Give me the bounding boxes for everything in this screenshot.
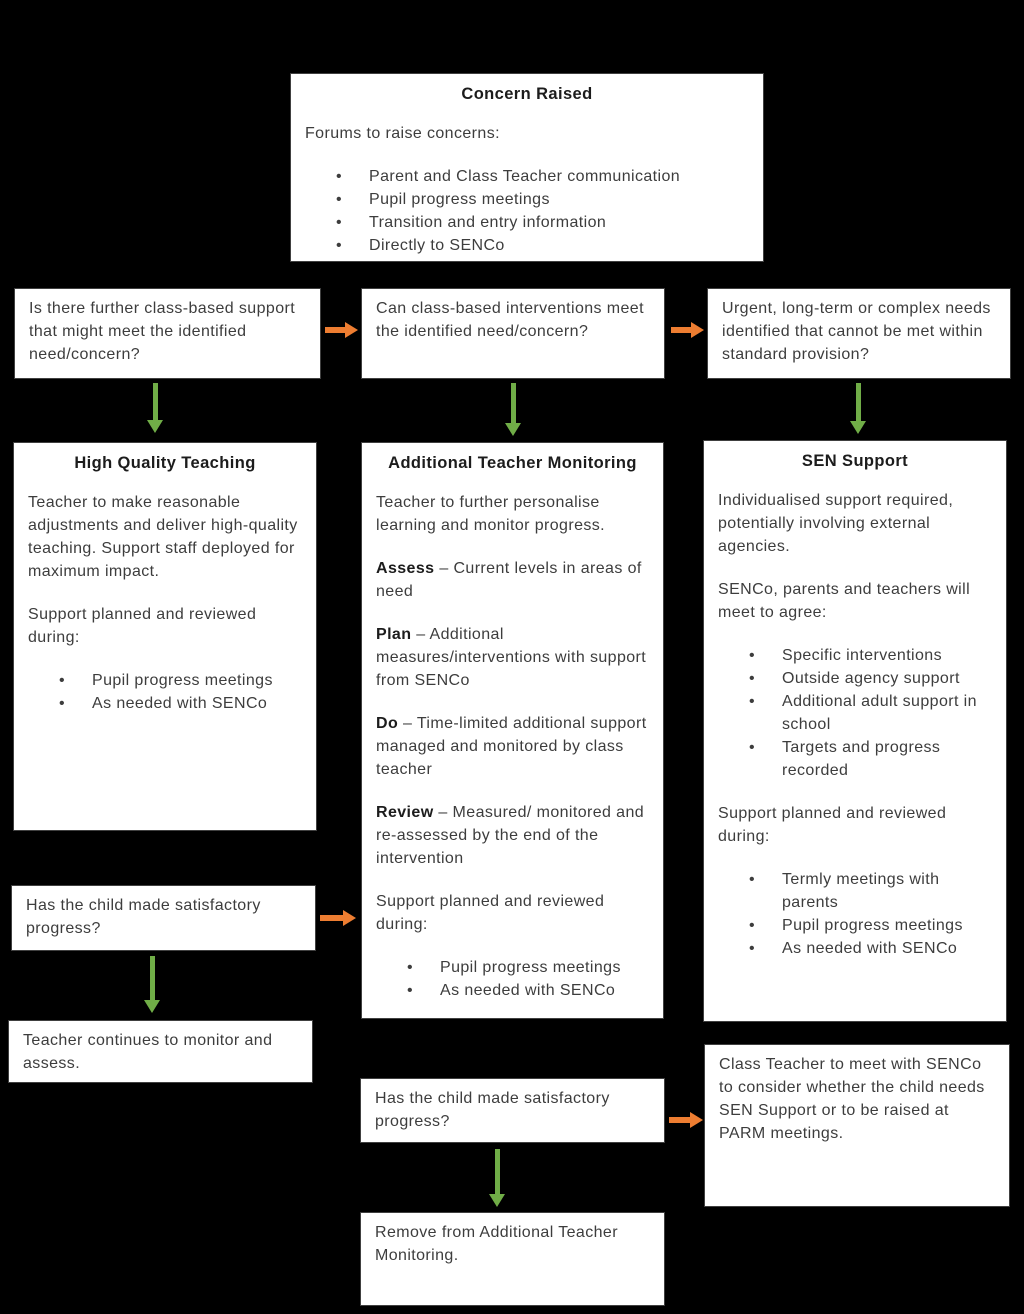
list-item bbox=[376, 979, 649, 1002]
concern-bullet-list bbox=[305, 165, 749, 257]
bullet-icon: • bbox=[336, 191, 343, 208]
bullet-text: Directly to SENCo bbox=[369, 237, 505, 254]
step-text: – Current levels in areas of need bbox=[376, 560, 642, 600]
step-label: Assess bbox=[376, 560, 435, 577]
bullet-text: Specific interventions bbox=[782, 647, 942, 664]
list-item bbox=[305, 188, 749, 211]
question-interventions-box bbox=[361, 288, 665, 379]
arrow-head bbox=[505, 423, 521, 436]
atm-step-assess bbox=[376, 557, 649, 603]
arrow-stem bbox=[669, 1117, 690, 1123]
class-teacher-senco-box bbox=[704, 1044, 1010, 1207]
orange-right-arrow-icon bbox=[325, 322, 358, 338]
list-item bbox=[305, 234, 749, 257]
green-down-arrow-icon bbox=[850, 383, 866, 434]
list-item bbox=[718, 736, 992, 782]
arrow-head bbox=[690, 1112, 703, 1128]
bullet-icon: • bbox=[749, 871, 756, 888]
concern-intro-text: Forums to raise concerns: bbox=[305, 125, 500, 142]
green-down-arrow-icon bbox=[489, 1149, 505, 1207]
sen-agree-bullet-list bbox=[718, 644, 992, 782]
step-text: – Time-limited additional support managed and monitored by class teacher bbox=[376, 715, 647, 778]
bullet-icon: • bbox=[336, 168, 343, 185]
bullet-icon: • bbox=[749, 940, 756, 957]
atm-step-review bbox=[376, 801, 649, 870]
atm-bullet-list bbox=[376, 956, 649, 1002]
step-text: – Measured/ monitored and re-assessed by the end of the intervention bbox=[376, 804, 645, 867]
sen-support-box bbox=[703, 440, 1007, 1022]
remove-monitoring-box bbox=[360, 1212, 665, 1306]
arrow-head bbox=[147, 420, 163, 433]
arrow-stem bbox=[671, 327, 691, 333]
orange-right-arrow-icon bbox=[669, 1112, 703, 1128]
list-item bbox=[718, 868, 992, 914]
outcome-text: Teacher continues to monitor and assess. bbox=[23, 1032, 273, 1072]
question-text: Has the child made satisfactory progress? bbox=[26, 897, 261, 937]
bullet-text: Pupil progress meetings bbox=[369, 191, 550, 208]
step-label: Review bbox=[376, 804, 434, 821]
outcome-text: Remove from Additional Teacher Monitoring. bbox=[375, 1224, 618, 1264]
bullet-icon: • bbox=[59, 695, 66, 712]
arrow-stem bbox=[320, 915, 343, 921]
list-item bbox=[305, 211, 749, 234]
bullet-icon: • bbox=[749, 647, 756, 664]
arrow-stem bbox=[325, 327, 345, 333]
additional-teacher-monitoring-box bbox=[361, 442, 664, 1019]
bullet-text: Transition and entry information bbox=[369, 214, 607, 231]
sen-p1-text: Individualised support required, potentially involving external agencies. bbox=[718, 492, 954, 555]
concern-raised-box bbox=[290, 73, 764, 262]
atm-intro-text: Teacher to further personalise learning and monitor progress. bbox=[376, 494, 606, 534]
question-text: Can class-based interventions meet the identified need/concern? bbox=[376, 300, 644, 340]
bullet-icon: • bbox=[407, 982, 414, 999]
high-quality-teaching-box bbox=[13, 442, 317, 831]
bullet-text: Pupil progress meetings bbox=[440, 959, 621, 976]
step-label: Do bbox=[376, 715, 399, 732]
bullet-icon: • bbox=[749, 693, 756, 710]
green-down-arrow-icon bbox=[505, 383, 521, 436]
bullet-text: Targets and progress recorded bbox=[782, 739, 941, 779]
bullet-text: As needed with SENCo bbox=[92, 695, 268, 712]
bullet-text: Termly meetings with parents bbox=[782, 871, 940, 911]
list-item bbox=[376, 956, 649, 979]
orange-right-arrow-icon bbox=[320, 910, 356, 926]
bullet-icon: • bbox=[407, 959, 414, 976]
list-item bbox=[718, 914, 992, 937]
sen-support-title: SEN Support bbox=[801, 452, 909, 470]
arrow-head bbox=[144, 1000, 160, 1013]
bullet-text: Pupil progress meetings bbox=[782, 917, 963, 934]
hqt-bullet-list bbox=[28, 669, 302, 715]
list-item bbox=[718, 667, 992, 690]
bullet-text: Outside agency support bbox=[782, 670, 960, 687]
bullet-text: As needed with SENCo bbox=[782, 940, 958, 957]
bullet-icon: • bbox=[59, 672, 66, 689]
bullet-text: Additional adult support in school bbox=[782, 693, 977, 733]
orange-right-arrow-icon bbox=[671, 322, 704, 338]
bullet-icon: • bbox=[336, 237, 343, 254]
bullet-icon: • bbox=[749, 917, 756, 934]
arrow-head bbox=[691, 322, 704, 338]
concern-raised-title: Concern Raised bbox=[461, 85, 593, 103]
question-further-support-box bbox=[14, 288, 321, 379]
green-down-arrow-icon bbox=[147, 383, 163, 433]
sen-p2-text: SENCo, parents and teachers will meet to agree: bbox=[718, 581, 971, 621]
step-label: Plan bbox=[376, 626, 412, 643]
outcome-text: Class Teacher to meet with SENCo to consider whether the child needs SEN Support or to be raised at PARM meetings. bbox=[719, 1056, 985, 1142]
sen-review-intro-text: Support planned and reviewed during: bbox=[718, 805, 947, 845]
list-item bbox=[718, 644, 992, 667]
arrow-stem bbox=[511, 383, 516, 423]
atm-step-plan bbox=[376, 623, 649, 692]
progress-question-mid-box bbox=[360, 1078, 665, 1143]
bullet-text: Pupil progress meetings bbox=[92, 672, 273, 689]
arrow-head bbox=[345, 322, 358, 338]
additional-teacher-monitoring-title: Additional Teacher Monitoring bbox=[388, 454, 637, 472]
question-complex-needs-box bbox=[707, 288, 1011, 379]
arrow-head bbox=[850, 421, 866, 434]
hqt-review-intro-text: Support planned and reviewed during: bbox=[28, 606, 257, 646]
arrow-head bbox=[343, 910, 356, 926]
sen-review-bullet-list bbox=[718, 868, 992, 960]
list-item bbox=[28, 669, 302, 692]
question-text: Urgent, long-term or complex needs identified that cannot be met within standard provision? bbox=[722, 300, 991, 363]
bullet-icon: • bbox=[749, 670, 756, 687]
atm-review-intro-text: Support planned and reviewed during: bbox=[376, 893, 605, 933]
arrow-stem bbox=[150, 956, 155, 1000]
list-item bbox=[28, 692, 302, 715]
progress-question-left-box bbox=[11, 885, 316, 951]
arrow-head bbox=[489, 1194, 505, 1207]
step-text: – Additional measures/interventions with support from SENCo bbox=[376, 626, 647, 689]
hqt-body-text: Teacher to make reasonable adjustments and deliver high-quality teaching. Support staff deployed for maximum impact. bbox=[28, 494, 298, 580]
list-item bbox=[305, 165, 749, 188]
green-down-arrow-icon bbox=[144, 956, 160, 1013]
question-text: Is there further class-based support that might meet the identified need/concern? bbox=[29, 300, 296, 363]
list-item bbox=[718, 937, 992, 960]
question-text: Has the child made satisfactory progress? bbox=[375, 1090, 610, 1130]
arrow-stem bbox=[153, 383, 158, 420]
arrow-stem bbox=[495, 1149, 500, 1194]
arrow-stem bbox=[856, 383, 861, 421]
list-item bbox=[718, 690, 992, 736]
bullet-text: As needed with SENCo bbox=[440, 982, 616, 999]
high-quality-teaching-title: High Quality Teaching bbox=[74, 454, 256, 472]
bullet-text: Parent and Class Teacher communication bbox=[369, 168, 681, 185]
atm-step-do bbox=[376, 712, 649, 781]
bullet-icon: • bbox=[336, 214, 343, 231]
bullet-icon: • bbox=[749, 739, 756, 756]
monitor-assess-box bbox=[8, 1020, 313, 1083]
